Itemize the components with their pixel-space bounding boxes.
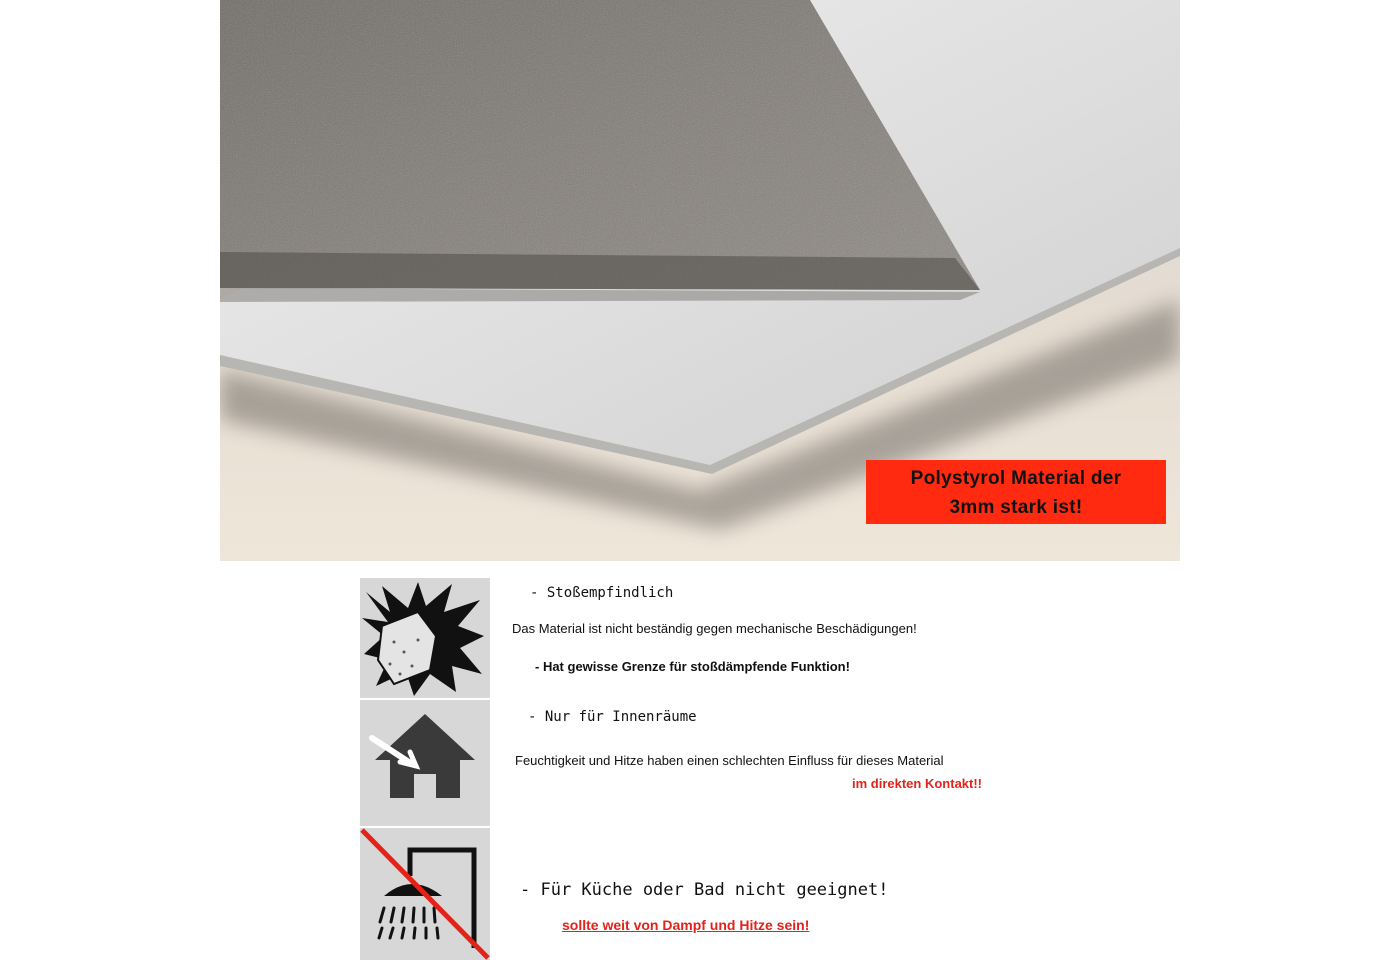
- material-thickness-badge: [866, 460, 1166, 524]
- feature-title-bathroom: - Für Küche oder Bad nicht geeignet!: [520, 880, 889, 900]
- no-shower-icon: [360, 828, 490, 960]
- product-photo: [220, 0, 1180, 561]
- feature-title-shock: - Stoßempfindlich: [530, 585, 674, 601]
- broken-wall-icon: [360, 578, 490, 698]
- badge-line-1: Polystyrol Material der: [910, 468, 1122, 489]
- badge-line-2: 3mm stark ist!: [949, 497, 1083, 518]
- house-indoor-icon: [360, 700, 490, 826]
- feature-title-indoor: - Nur für Innenräume: [528, 709, 697, 725]
- feature-note-bathroom: sollte weit von Dampf und Hitze sein!: [562, 917, 810, 933]
- feature-description-shock: Das Material ist nicht beständig gegen mechanische Beschädigungen!: [512, 621, 917, 636]
- feature-note-shock: - Hat gewisse Grenze für stoßdämpfende Funktion!: [535, 659, 850, 674]
- feature-description-indoor: Feuchtigkeit und Hitze haben einen schlechten Einfluss für dieses Material: [515, 753, 944, 768]
- feature-note-indoor: im direkten Kontakt!!: [852, 776, 983, 791]
